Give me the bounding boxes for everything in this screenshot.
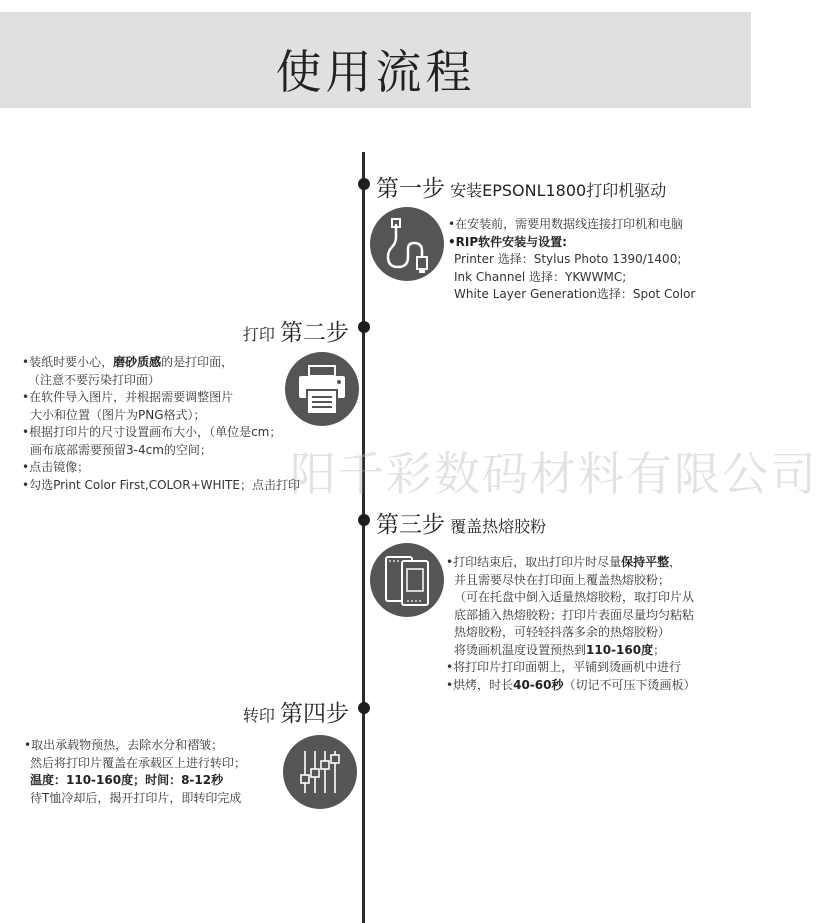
step-2-line: （注意不要污染打印面） <box>28 372 161 387</box>
watermark: 阳千彩数码材料有限公司 <box>290 447 818 501</box>
step-4-title <box>243 695 349 728</box>
step-2-line: •点击镜像； <box>22 460 90 474</box>
timeline-dot-step-4 <box>358 702 370 714</box>
step-3-number: 第三步 <box>376 512 445 538</box>
step-3-description <box>446 554 696 694</box>
step-4-number: 第四步 <box>280 701 349 727</box>
step-2-line: 大小和位置（图片为PNG格式）； <box>30 407 206 422</box>
step-4-line: 待T恤冷却后，揭开打印片，即转印完成 <box>30 790 242 805</box>
step-3-action: 覆盖热熔胶粉 <box>450 517 547 536</box>
step-4-description <box>24 737 246 807</box>
step-2-action: 打印 <box>242 325 275 344</box>
step-4-line: 然后将打印片覆盖在承载区上进行转印； <box>30 755 247 770</box>
step-2-line: •勾选Print Color First,COLOR+WHITE；点击打印 <box>22 477 300 492</box>
step-1-line: Ink Channel 选择：YKWWMC; <box>454 269 627 284</box>
step-4-icon-circle <box>283 735 357 809</box>
step-3-line: 底部插入热熔胶粉；打印片表面尽量均匀粘粘 <box>454 607 695 622</box>
step-1-description <box>448 216 695 304</box>
timeline-line <box>362 152 365 923</box>
step-1-title <box>376 170 666 203</box>
header-banner <box>0 12 751 108</box>
step-2-description <box>22 354 300 494</box>
step-2-title <box>243 314 349 347</box>
page-title: 使用流程 <box>275 45 476 99</box>
step-1-number: 第一步 <box>376 176 445 202</box>
step-2-line: •在软件导入图片，并根据需要调整图片 <box>22 390 234 404</box>
timeline-dot-step-1 <box>358 178 370 190</box>
step-4-line: 温度：110-160度；时间：8-12秒 <box>30 773 224 787</box>
step-1-icon-circle <box>370 207 444 281</box>
step-3-line: 将烫画机温度设置预热到110-160度； <box>454 642 666 657</box>
step-3-line: 热熔胶粉，可轻轻抖落多余的热熔胶粉） <box>454 625 671 639</box>
step-3-line: •烘烤，时长40-60秒（切记不可压下烫画板） <box>446 677 696 692</box>
step-4-action: 转印 <box>242 706 275 725</box>
step-1-line: •RIP软件安装与设置: <box>448 234 567 249</box>
step-3-line: 并且需要尽快在打印面上覆盖热熔胶粉； <box>454 572 671 587</box>
step-2-number: 第二步 <box>280 320 349 346</box>
timeline-dot-step-2 <box>358 321 370 333</box>
step-1-line: Printer 选择：Stylus Photo 1390/1400; <box>454 252 682 266</box>
step-3-line: （可在托盘中倒入适量热熔胶粉，取打印片从 <box>454 590 695 604</box>
step-4-line: •取出承载物预热，去除水分和褶皱； <box>24 738 224 752</box>
step-2-line: 画布底部需要预留3-4cm的空间； <box>30 442 212 457</box>
step-3-title <box>376 506 546 539</box>
timeline-dot-step-3 <box>358 514 370 526</box>
step-2-line: •根据打印片的尺寸设置画布大小，（单位是cm； <box>22 425 282 439</box>
step-3-icon-circle <box>370 543 444 617</box>
step-2-line: •装纸时要小心，磨砂质感的是打印面， <box>22 355 234 369</box>
step-3-line: •打印结束后，取出打印片时尽量保持平整， <box>446 555 682 569</box>
step-1-line: White Layer Generation选择：Spot Color <box>454 287 696 301</box>
step-1-action: 安装EPSONL1800打印机驱动 <box>450 181 667 200</box>
step-1-line: •在安装前，需要用数据线连接打印机和电脑 <box>448 217 684 231</box>
step-3-line: •将打印片打印面朝上，平铺到烫画机中进行 <box>446 660 682 674</box>
